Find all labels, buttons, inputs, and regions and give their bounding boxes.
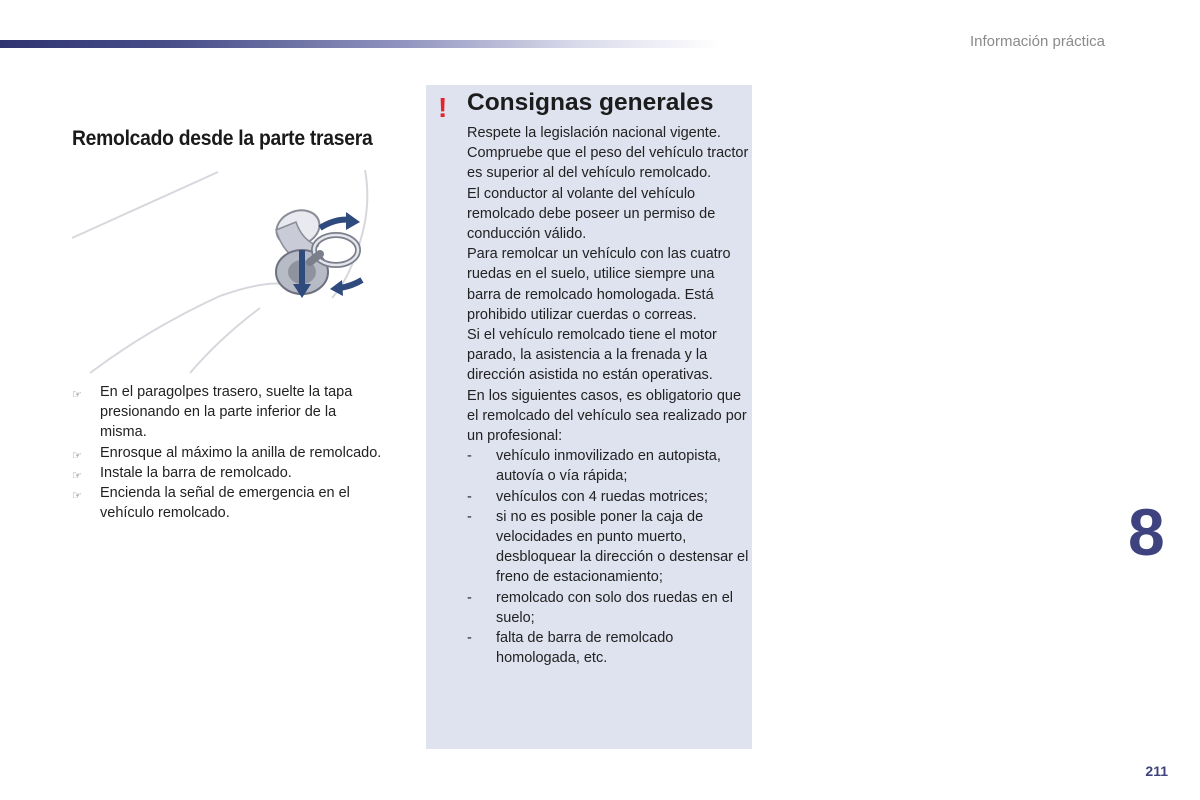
paragraph: Para remolcar un vehículo con las cuatro ruedas en el suelo, utilice siempre una barra de remolcado homologada. Está prohibido utilizar cuerdas o correas. — [467, 246, 731, 323]
warning-box-body — [467, 123, 749, 668]
case-item: - vehículos con 4 ruedas motrices; — [467, 488, 708, 505]
hand-pointer-icon: ☞ — [72, 490, 82, 503]
paragraph: El conductor al volante del vehículo remolcado debe poseer un permiso de conducción válido. — [467, 185, 716, 243]
instruction-item: ☞ Enrosque al máximo la anilla de remolcado. — [72, 443, 382, 463]
section-title: Remolcado desde la parte trasera — [72, 127, 373, 150]
warning-box-title: Consignas generales — [467, 89, 714, 116]
instruction-item: ☞ Encienda la señal de emergencia en el vehículo remolcado. — [72, 485, 350, 522]
section-header: Información práctica — [969, 33, 1105, 50]
case-item: - falta de barra de remolcado homologada, etc. — [467, 630, 674, 667]
paragraph: Respete la legislación nacional vigente. — [467, 125, 721, 141]
paragraph: Si el vehículo remolcado tiene el motor parado, la asistencia a la frenada y la dirección asistida no están operativas. — [467, 327, 717, 384]
exclamation-icon: ! — [438, 92, 448, 123]
instructions-list — [72, 382, 382, 523]
page-number: 211 — [1145, 763, 1168, 779]
instruction-item: ☞ Instale la barra de remolcado. — [72, 463, 382, 483]
paragraph: Compruebe que el peso del vehículo tractor es superior al del vehículo remolcado. — [467, 145, 749, 182]
chapter-number: 8 — [1128, 495, 1165, 569]
hand-pointer-icon: ☞ — [72, 389, 82, 401]
case-item: - si no es posible poner la caja de velocidades en punto muerto, desbloquear la dirección o destensar el freno de estacionamiento; — [467, 508, 749, 586]
header-gradient-bar — [0, 40, 720, 48]
hand-pointer-icon: ☞ — [72, 449, 82, 462]
paragraph: En los siguientes casos, es obligatorio que el remolcado del vehículo sea realizado por un profesional: — [467, 387, 747, 445]
instruction-item: ☞ En el paragolpes trasero, suelte la tapa presionando en la parte inferior de la misma. — [72, 384, 353, 441]
hand-pointer-icon: ☞ — [72, 469, 82, 482]
cases-list — [467, 446, 749, 668]
case-item: - vehículo inmovilizado en autopista, autovía o vía rápida; — [467, 448, 721, 485]
case-item: - remolcado con solo dos ruedas en el suelo; — [467, 589, 733, 626]
tow-ring-illustration — [70, 168, 380, 378]
